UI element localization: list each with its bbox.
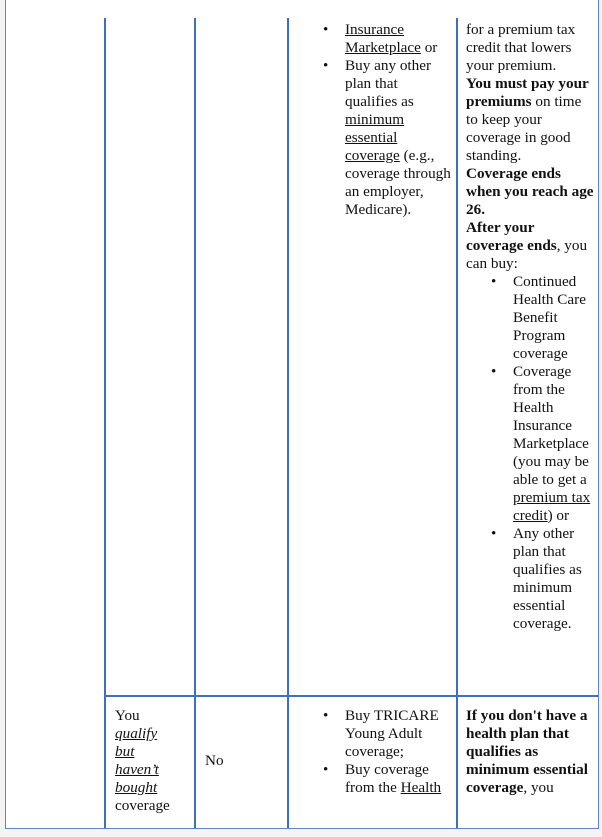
coverage-ends-text: Coverage ends when you reach age 26.: [466, 165, 594, 218]
premium-tax-credit-link[interactable]: premium tax credit: [513, 489, 591, 524]
list-item: • Any other plan that qualifies as minimum essential coverage.: [513, 525, 594, 633]
row2-details-cell: [466, 707, 594, 797]
row1-details-cell: [466, 21, 594, 633]
marketplace-link[interactable]: Insurance Marketplace: [345, 21, 421, 56]
list-item: • Buy TRICARE Young Adult coverage;: [345, 707, 451, 761]
column-divider: [287, 18, 289, 828]
row2-options-cell: [319, 707, 451, 797]
paragraph: If you don't have a health plan that qualifies as minimum essential coverage, you: [466, 707, 588, 796]
list-item: • Insurance Marketplace or: [345, 21, 451, 57]
row1-options-cell: [319, 21, 451, 219]
column-divider: [194, 18, 196, 828]
row-divider: [104, 695, 598, 697]
qualify-link[interactable]: qualify: [115, 725, 158, 742]
paragraph: After your coverage ends, you can buy:: [466, 219, 588, 272]
table-frame: [5, 0, 599, 829]
minimum-essential-coverage-link[interactable]: minimum essential coverage: [345, 111, 405, 164]
list-item: • Buy any other plan that qualifies as minimum essential coverage (e.g., coverage through an employer, Medicare).: [345, 57, 451, 219]
column-divider: [104, 18, 106, 828]
paragraph: You must pay your premiums on time to keep your coverage in good standing.: [466, 75, 589, 164]
list-item: • Continued Health Care Benefit Program coverage: [513, 273, 594, 363]
list-item: • Buy coverage from the Health: [345, 761, 451, 797]
premium-text: for a premium tax credit that lowers your premium.: [466, 21, 576, 74]
answer-text: No: [205, 752, 224, 769]
health-link[interactable]: Health: [400, 779, 442, 796]
list-item: • Coverage from the Health Insurance Marketplace (you may be able to get a premium tax credit) or: [513, 363, 594, 525]
row2-answer-cell: [205, 752, 285, 770]
column-divider: [456, 18, 458, 828]
row2-status-cell: You qualify but haven’t bought coverage: [115, 707, 191, 815]
